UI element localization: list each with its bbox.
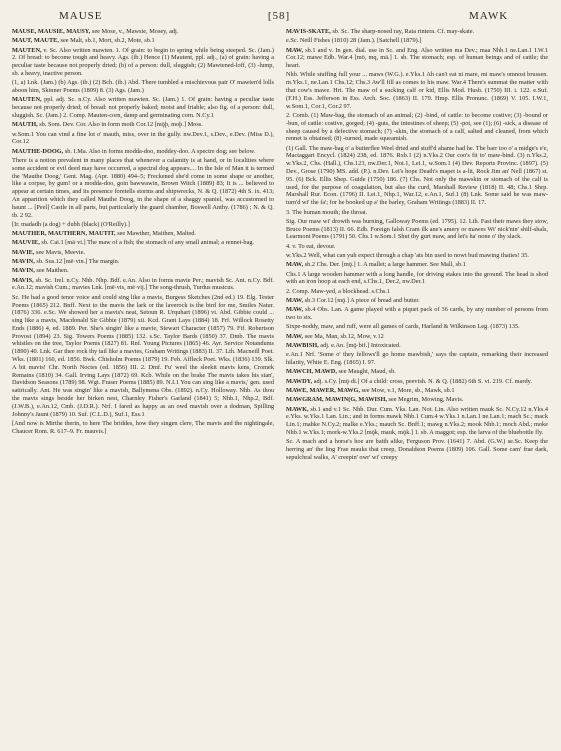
right-column (286, 28, 548, 750)
entry-text: see Megrim, Mowing, Mavis. (388, 396, 464, 404)
headword: MAWGRAM, MAWIN(G, MAWISH, (286, 396, 387, 404)
headword: MAVIS-SKATE, (286, 28, 331, 35)
entry-text: 4. v. To eat, devour. (286, 242, 336, 250)
entry-text: adj. s.Cy. [mǭ·di.] Of a child: cross, peevish. N. & Q. (1882) 6th S. vi. 219. Cf. mardy. (313, 377, 532, 385)
dictionary-entry (286, 209, 548, 217)
header-right-guideword: MAWK (469, 10, 509, 22)
headword: MAW, (286, 306, 304, 314)
entry-text: Nhb. While stuffing full your ... maws (W.G.). e.Yks.1 Ah can't eat ni mare, mi maw's omnost brussen. m.Yks.1, ne.Lan.1 Chs.12; Chs.3 Aw'll fill as comes to his maw. War.4 There's summat the matter with that cow's mawe. Hrt. The maw of a sucking calf or kid, Ellis Mod. Husb. (1750) III. i. 122. e.Suf. (F.H.) Ess. Jefferson in Ess. Arch. Soc. (1863) II. 179. Hmp. Ellis Pronunc. (1869) V. 105. I.W.1, w.Som.1, Cor.1, Cor.2 97. (286, 71, 548, 110)
headword: MAWCH, MAWD, (286, 368, 337, 376)
entry-text: Chs.1 A large wooden hammer with a long handle, for driving stakes into the ground. The head is shod with an iron hoop at each end, s.Chs.1, Der.2, nw.Der.1 (286, 270, 548, 286)
dictionary-entry (286, 297, 548, 305)
dictionary-entry (286, 243, 548, 251)
page-number: [58] (267, 10, 291, 22)
left-column (12, 28, 274, 750)
entry-text: adj. e.An. [mǭ·bif.] Intoxicated. (320, 341, 401, 349)
headword: MAWDY, (286, 377, 313, 385)
entry-text: sb. Sc. Irel. n.Cy. Nhb. Nhp. Bdf. e.An. Also in forms mavie Per.; mavish Sc. Ant. n.Cy. Bdf. e.An.12; mavish Cum.; mavies Lnk. [mē·vis, mē·vij.] The song-thrush, Turdus musicus. (12, 276, 274, 292)
dictionary-entry (12, 131, 274, 147)
dictionary-entry (286, 71, 548, 110)
dictionary-entry (286, 342, 548, 350)
entry-text: e.An.1 Nrf. 'Some o' they fellows'll go home mawbish,' says the captain, remarking their increased hilarity, White E. Eng. (1865) I. 97. (286, 351, 548, 367)
entry-text: sb. Cai.1 [mā·vi.] The maw of a fish; the stomach of any small animal; a rennet-bag. (41, 239, 255, 247)
headword: MAWBISH, (286, 341, 319, 349)
dictionary-entry (12, 420, 274, 436)
dictionary-entry (286, 306, 548, 322)
entry-text: Sixpe-noddy, maw, and ruff, were all games of cards, Harland & Wilkinson Leg. (1873) 135. (286, 323, 520, 331)
dictionary-entry (286, 333, 548, 341)
dictionary-entry (286, 396, 548, 404)
entry-text: see Mow, v.1, More, sb., Mawk, sb.1 (361, 386, 455, 394)
dictionary-entry (286, 351, 548, 367)
entry-text: sb. Sc. The sharp-nosed ray, Raia rintera. Cf. may-skate. (332, 28, 475, 35)
dictionary-entry (286, 28, 548, 36)
dictionary-entry (286, 368, 548, 376)
dictionary-entry (286, 378, 548, 386)
dictionary-entry (286, 438, 548, 461)
dictionary-entry (286, 218, 548, 241)
entry-text: sb. I.Ma. Also in forms modda-doo, moddey-doo. A spectre dog; see below. (64, 147, 256, 155)
entry-text: [And now is Mirthe therin, to here The briddes, how they singen clere, The mavis and the nightingale, Chaucer Rom. R. 617–9. Fr. mauvis.] (12, 419, 274, 435)
dictionary-entry (12, 267, 274, 275)
headword: MAW, (286, 332, 304, 340)
entry-text: sb.4 Obs. Lan. A game played with a piquet pack of 36 cards, by any number of persons from two to six. (286, 306, 548, 322)
dictionary-entry (12, 239, 274, 247)
headword: MAWK, (286, 405, 309, 413)
entry-text: 2. Comb. (1) Maw-bag, the stomach of an animal; (2) -bind, of cattle: to become costive; (3) -bound or -bun, of cattle: costive, gorged; (4) -guts, the intestines of sheep; (5) -pot, see (1); (6) -sick, a disease of sheep caused by a defective stomach; (7) -skin, the stomach of a calf, salted and cleaned, from which rennet is obtained; (8) -turned, made squeamish. (286, 111, 548, 143)
entry-text: Sig. Our maw wi' drowth was burning, Galloway Poems (ed. 1795). 12. Lth. Fast their maws they stow, Bruce Poems (1813) II. 66. Edb. Foreign falsh Cram ilk ane's amery or mawes Wi' nick'nin' shilf-shals, Learmont Poems (1791) 50. Chs.1 w.Som.1 Shut thy gurt maw, and let's ha' none o' thy slack. (286, 217, 548, 241)
headword: MAW, (286, 297, 304, 304)
dictionary-entry (12, 28, 274, 36)
entry-text: Sc. He had a good tenor voice and could sing like a mavis, Burgess Sketches (2nd ed.) 19. Elg. Tester Poems (1865) 212. Bnff. Next to the mavis the lark or the laverock is the bird for me, Smiles Natur. (1876) 336. e.Sc. We showed her a mavis's neat, Setoun R. Urquhart (1896) vi. Abd. Gibbie could ... sing like a mavis, Macdonald Sir Gibbie (1879) xii. Kcd. Grant Lays (1884) 18. Frf. Willock Rosetty Ends (1886) 4, ed. 1889. Per. She's singin' like a mavie, Stewart Character (1857) 79. Fif. Robertson Provost (1894) 23. Sig. Towers Poems (1885) 132. s.Sc. Taylor Bards (1850) 37. Dmb. The mavis whistles on the tree, Taylor Poems (1827) 81. Rnf. Young Pictures (1865) 46. Ayr. Service Notandums (1890) 40. Lnk. Gar thee rock thy tail like a mavies, Graham Writings (1883) II. 37. Lth. Macneill Poet. Wks. (1801) 160, ed. 1856. Bwk. Chisholm Poems (1879) 19. Feb. Affleck Poet. Wks. (1836) 139. Slk. A bit mavis! Chr. North Noctes (ed. 1856) III. 2. Dmf. Fu' weel the sleekit mavis kens, Cromek Remains (1810) 34. Gall. Irving Lays (1872) 69. Kcb. While on the brake The mavis takes his stan', Davidson Seasons (1789) 98. Wgt. Fraser Poems (1885) 89. N.I.1 You can sing like a mavis,' gen. used satirically. Ant. He was singin' like a mavish, Ballymena Obs. (1892). n.Cy. Holloway. Nhb. As thou the mavis sings beside her birken nest, Charnley Fisher's Garland (1841) 5; Nhb.1, Nhp.2, Bdf. (J.W.B.), e.An.12, Cmb. (J.D.R.). Nrf. I fared as happy as an owd mavish over a dodman, Spilling Johnny's Jaunt (1879) 10. Suf. (C.L.D.), Suf.1, Ess.1 (12, 293, 274, 418)
entry-text: sb.2 Chs. Der. [mǭ.] 1. A mallet; a large hammer. See Mall, sb.1 (304, 261, 466, 269)
entry-text: see Mavis, Meevie. (36, 248, 85, 256)
entry-text: w.Som.1 You can vind a fine lot o' mauth, miss, over in the gully. nw.Dev.1, s.Dev., e.Dev. (Miss D.), Cor.12 (12, 130, 274, 146)
entry-text: (1) Gall. The maw-bag o' a butterflee Weel dried and stuff'd ahame had he. The barr too o' a midge's e'e, Mactaggart Encycl. (1824) 238, ed. 1876. Rxb.1 (2) n.Yks.2 Our coo's fit to' maw-bind. (3) n.Yks.2, w.Yks.2, Chs. (Hall.), Chs.123, nw.Der.1, Not.1, Lei.1, w.Som.1 (4) Dev. Reports Provinc. (1897). (5) Dev., Grose (1790) MS. add. (P.). n.Dev. Let's hope Death's mapet is a-lit, Rock Jim an' Nell (1867) st. 95. (6) Bck. Ellis Shep. Guide (1750) 186. (7) Chs. Not only the mawskin or stomach of the calf is used, for the purpose of coagulation, but also the curd, Marshall Review (1818) II. 48; Chs.1 Shrp. Marshall Rur. Econ. (1796) II. Lei.1, Nhp.1, War.12, e.An.1, Suf.1 (8) Lnk. Some said he was maw-turn'd wi' the fa'; for he booked up a' the barley, Graham Writings (1883) II. 17. (286, 144, 548, 207)
header-left-guideword: MAUSE (59, 10, 103, 22)
dictionary-entry (12, 294, 274, 419)
headword: MAW, (286, 46, 304, 54)
headword: MAWE, MAWER, MAWG, (286, 386, 360, 394)
dictionary-entry (286, 406, 548, 437)
headword: MAUTHER, MAUTHERN, MAUTIT, (12, 230, 116, 238)
headword: MAUSE, MAUSIE, MAUSY, (12, 28, 91, 35)
entry-text: sb.3 Cor.12 [mǭ.] A piece of bread and butter. (304, 297, 420, 304)
entry-text: 2. Comp. Maw-yed, a blockhead. s.Chs.1 (286, 287, 391, 295)
dictionary-entry (12, 277, 274, 293)
entry-text: sb. Som. Dev. Cor. Also in form moth Cor.12 [mǭþ, moþ.] Moss. (39, 121, 203, 129)
entry-text: ppl. adj. Sc. n.Cy. Also written mawten. Sc. (Jam.) 1. Of grain: having a peculiar taste because not properly dried; of bread: not properly baked; moist and friable; also fig. of a person: dull, sluggish. Sc. (Jam.) 2. Comp. Mauten-corn, damp and germinating corn. N.Cy.1 (12, 96, 274, 119)
dictionary-entry (286, 37, 548, 45)
dictionary-entry (286, 261, 548, 269)
headword: MAUTEN, (12, 46, 42, 54)
dictionary-entry (12, 79, 274, 95)
entry-text: see Malt, sb.1, Mort, sb.2, Mote, sb.1 (60, 37, 155, 45)
dictionary-entry (12, 221, 274, 229)
dictionary-entry (286, 271, 548, 287)
dictionary-entry (12, 121, 274, 129)
headword: MAVIS, (12, 276, 34, 284)
entry-text: see Maught, Maud, sb. (338, 368, 396, 376)
entry-text: v. Sc. Also written mawten. 1. Of grain: to begin to spring while being steeped. Sc. (Jam.) 2. Of bread: to become tough and heavy. Ags. (ib.) Hence (1) Mautent, ppl. adj., (a) of grain: having a peculiar taste because not properly dried; (b) of a person: dull, sluggish; (2) Mawtened-loff, (3) -lump, sb. a heavy, inactive person. (12, 46, 274, 77)
entry-text: w.Yks.2 Well, what can yuh expect through a chap 'ats bin used to nowt bud mawing thaties! 35. (286, 252, 530, 260)
dictionary-entry (12, 258, 274, 266)
headword: MAVIN, (12, 258, 35, 266)
dictionary-entry (286, 47, 548, 70)
dictionary-entry (286, 323, 548, 331)
dictionary-entry (12, 37, 274, 45)
entry-text: [Ir. madadh (a dog) + dubh (black) (O'Reilly).] (12, 220, 130, 228)
dictionary-entry (286, 252, 548, 260)
entry-text: e.Sc. Neill Fishes (1810) 28 (Jam.). [Satchell (1879).] (286, 37, 422, 45)
dictionary-entry (12, 47, 274, 78)
entry-text: see Mawther, Maithen, Malted. (117, 230, 196, 238)
entry-text: 3. The human mouth; the throat. (286, 208, 368, 216)
entry-text: sb.1 and v. In gen. dial. use in Sc. and Eng. Also written ma Dev.; maa Nhb.1 ne.Lan.1 I.W.1 Cor.12; mawe Edb. War.4 [mō, mq, mā.] 1. sb. The stomach; esp. of human beings and of cattle; the heart. (286, 46, 548, 70)
dictionary-entry (12, 230, 274, 238)
headword: MAUTHE-DOOG, (12, 147, 64, 155)
entry-text: (1, a) Lnk. (Jam.) (b) Ags. (ib.) (2) Bch. (ib.) Abd. There tumbled a mischievous pair O' mawten'd lolls aboon him, Skinner Poems (1809) 8. (3) Ags. (Jam.) (12, 79, 274, 95)
page-header (12, 8, 549, 24)
entry-text: see Maithen. (36, 267, 69, 275)
headword: MAW, (286, 261, 304, 269)
entry-text: see Ma, Man, sb.12, Mow, v.12 (304, 332, 384, 340)
entry-text: Sc. A mach and a horse's hoe are baith alike, Ferguson Prov. (1641) 7. Abd. (G.W.) se.Sc. Keep the herring an' the ling Frae mauks that creep, Donaldson Poems (1809) 106. Gall. Some cam' frae dark, sepulchral walks, A' creepin' owr' wi' creepy (286, 438, 548, 461)
dictionary-entry (286, 387, 548, 395)
dictionary-entry (12, 148, 274, 156)
columns (12, 28, 549, 750)
dictionary-entry (12, 157, 274, 219)
headword: MAUT, MAUTE, (12, 37, 59, 45)
headword: MAUVIE, (12, 239, 40, 247)
dictionary-entry (286, 145, 548, 207)
headword: MAVIE, (12, 248, 35, 256)
dictionary-entry (12, 96, 274, 119)
entry-text: There is a notion prevalent in many places that whenever a calamity is at hand, or in localities where some accident or evil deed may have occurred, a spectral dog appears.... In the Isle of Man it is termed the 'Mauthe Doog,' Gent. Mag. (Apr. 1880) 494–5; Freckened she'd come in some shape or another, like a corpse, by gum! or a modda-doo, goin bawwawin, Brown Witch (1889) 83; It is ... believed to appear at certain times, and its presence foretells storms and shipwrecks, N. & Q. (1872) 4th S. ix. 413; An apparition which they called Mauthe Doog, in the shape of a shaggy spaniel, was accustomed to haunt ... [Peel] Castle in all parts, but particularly the guard chamber, Boswell Anthy. (1786) ; N. & Q. ib. 2 92. (12, 156, 274, 219)
entry-text: sb.1 and v.1 Sc. Nhb. Dur. Cum. Yks. Lan. Not. Lin. Also written mauk Sc. N.Cy.12 n.Yks.4 e.Yks. w.Yks.1 Lan. Lin.; and in forms mawk Nhb.1 Cum.4 w.Yks.1 n.Lan.1 ne.Lan.1; mach Sc.; mack Lin.1; mahke N.Cy.2; malke e.Yks.; mauch Sc. Bnff.1; mawg n.Yks.2; mook Nhb.1; moch Abd.; moke Nhb.1 w.Yks.1; mork-w.Yks.2 [mǭk, mauk, mǭk.] 1. sb. A maggot; esp. the larva of the bluebottle fly. (286, 405, 548, 436)
headword: MAVIN, (12, 267, 35, 275)
headword: MAUTEN, (12, 96, 42, 104)
entry-text: see Mose, v., Mawsie, Mosey, adj. (91, 28, 179, 35)
headword: MAUTH, (12, 121, 38, 129)
dictionary-entry (12, 249, 274, 257)
entry-text: sb. Sus.12 [mē·vin.] The margin. (36, 258, 120, 266)
dictionary-entry (286, 288, 548, 296)
dictionary-entry (286, 112, 548, 143)
